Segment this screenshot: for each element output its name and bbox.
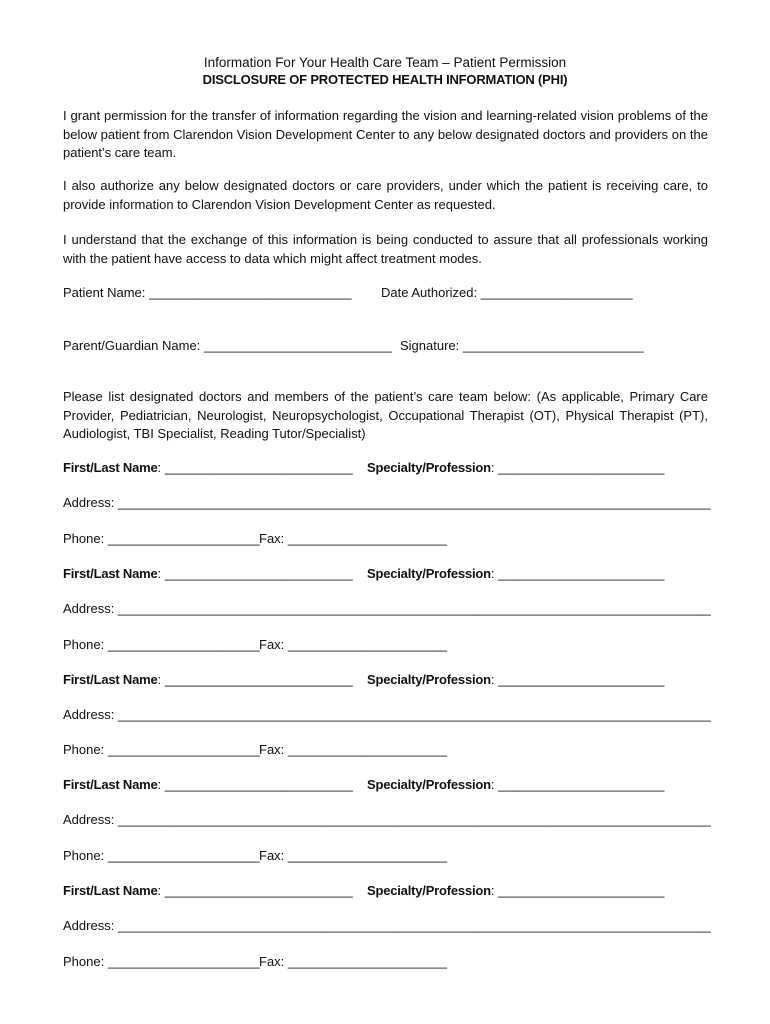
first-last-name-field[interactable] xyxy=(63,776,353,794)
specialty-label: Specialty/Profession xyxy=(367,777,491,792)
understanding-paragraph: I understand that the exchange of this information is being conducted to assure that all professionals working with the patient have access to data which might affect treatment modes. xyxy=(63,232,708,266)
specialty-field[interactable] xyxy=(367,671,664,689)
first-last-name-label: First/Last Name xyxy=(63,460,158,475)
first-last-name-field[interactable] xyxy=(63,565,353,583)
specialty-field[interactable] xyxy=(367,776,664,794)
guardian-name-field[interactable]: Parent/Guardian Name: __________________________ xyxy=(63,338,392,353)
specialty-field[interactable] xyxy=(367,459,664,477)
first-last-name-field[interactable] xyxy=(63,882,353,900)
fax-field[interactable]: Fax: ______________________ xyxy=(259,742,447,757)
specialty-field[interactable] xyxy=(367,882,664,900)
first-last-name-field[interactable] xyxy=(63,459,353,477)
phone-field[interactable]: Phone: _____________________ xyxy=(63,742,260,757)
address-field[interactable]: Address: __________________________________________________________________________________ xyxy=(63,812,711,827)
specialty-line[interactable]: : _______________________ xyxy=(490,883,665,898)
first-last-name-label: First/Last Name xyxy=(63,883,158,898)
first-last-name-line[interactable]: : __________________________ xyxy=(157,672,353,687)
specialty-label: Specialty/Profession xyxy=(367,460,491,475)
first-last-name-line[interactable]: : __________________________ xyxy=(157,566,353,581)
specialty-line[interactable]: : _______________________ xyxy=(490,672,665,687)
phone-field[interactable]: Phone: _____________________ xyxy=(63,531,260,546)
first-last-name-label: First/Last Name xyxy=(63,672,158,687)
address-field[interactable]: Address: __________________________________________________________________________________ xyxy=(63,601,711,616)
signature-field[interactable]: Signature: _________________________ xyxy=(400,338,644,353)
first-last-name-line[interactable]: : __________________________ xyxy=(157,777,353,792)
first-last-name-label: First/Last Name xyxy=(63,777,158,792)
fax-field[interactable]: Fax: ______________________ xyxy=(259,637,447,652)
address-field[interactable]: Address: __________________________________________________________________________________ xyxy=(63,707,711,722)
date-authorized-field[interactable]: Date Authorized: _____________________ xyxy=(381,285,633,300)
address-field[interactable]: Address: __________________________________________________________________________________ xyxy=(63,918,711,933)
permission-paragraph: I grant permission for the transfer of information regarding the vision and learning-related vision problems of the below patient from Clarendon Vision Development Center to any below designated doctors and providers on the patient’s care team. xyxy=(63,108,708,160)
specialty-line[interactable]: : _______________________ xyxy=(490,566,665,581)
authorization-paragraph: I also authorize any below designated doctors or care providers, under which the patient is receiving care, to provide information to Clarendon Vision Development Center as requested. xyxy=(63,178,708,212)
specialty-line[interactable]: : _______________________ xyxy=(490,777,665,792)
fax-field[interactable]: Fax: ______________________ xyxy=(259,848,447,863)
first-last-name-label: First/Last Name xyxy=(63,566,158,581)
phone-field[interactable]: Phone: _____________________ xyxy=(63,637,260,652)
phone-field[interactable]: Phone: _____________________ xyxy=(63,848,260,863)
fax-field[interactable]: Fax: ______________________ xyxy=(259,531,447,546)
address-field[interactable]: Address: __________________________________________________________________________________ xyxy=(63,495,711,510)
first-last-name-line[interactable]: : __________________________ xyxy=(157,460,353,475)
fax-field[interactable]: Fax: ______________________ xyxy=(259,954,447,969)
specialty-label: Specialty/Profession xyxy=(367,672,491,687)
phone-field[interactable]: Phone: _____________________ xyxy=(63,954,260,969)
document-title: Information For Your Health Care Team – Patient Permission xyxy=(203,55,567,70)
document-subtitle: DISCLOSURE OF PROTECTED HEALTH INFORMATION (PHI) xyxy=(202,72,568,87)
first-last-name-line[interactable]: : __________________________ xyxy=(157,883,353,898)
first-last-name-field[interactable] xyxy=(63,671,353,689)
patient-name-field[interactable]: Patient Name: ____________________________ xyxy=(63,285,352,300)
specialty-label: Specialty/Profession xyxy=(367,883,491,898)
specialty-line[interactable]: : _______________________ xyxy=(490,460,665,475)
care-team-instructions: Please list designated doctors and members of the patient’s care team below: (As applicable, Primary Care Provider, Pediatrician, Neurologist, Neuropsychologist, Occupational Therapist (OT), Physical Therapist (PT), Audiologist, TBI Specialist, Reading Tutor/Specialist) xyxy=(63,389,708,441)
specialty-label: Specialty/Profession xyxy=(367,566,491,581)
specialty-field[interactable] xyxy=(367,565,664,583)
